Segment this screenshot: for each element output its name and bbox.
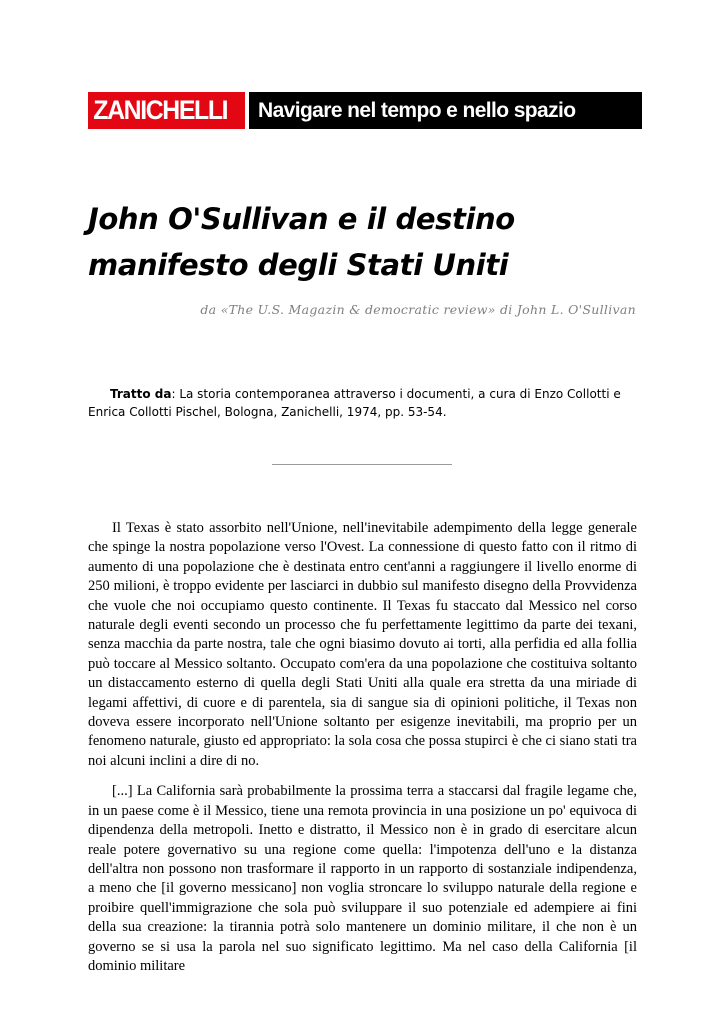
citation (88, 385, 636, 421)
citation-label: Tratto da (110, 387, 172, 401)
paragraph: [...] La California sarà probabilmente la prossima terra a staccarsi dal fragile legame che, in un paese come è il Messico, tiene una remota provincia in una posizione un po' equivoca di dipendenza della metropoli. Inetto e distratto, il Messico non è in grado di esercitare alcun reale potere governativo su una regione come quella: l'impotenza dell'uno e la distanza dell'altra non possono non trasformare il rapporto in un rapporto di sostanziale indipendenza, a meno che [il governo messicano] non voglia stroncare lo sviluppo naturale della regione e proibire quell'immigrazione che sola può sviluppare il suo potenziale ed adempiere ai fini della sua creazione: la tirannia potrà solo mantenere un dominio militare, il che non è un governo se si usa la parola nel suo significato legittimo. Ma nel caso della California [il dominio militare (88, 783, 637, 974)
paragraph: Il Texas è stato assorbito nell'Unione, nell'inevitabile adempimento della legge generale che spinge la nostra popolazione verso l'Ovest. La connessione di questo fatto con il ritmo di aumento di una popolazione che è destinata entro cent'anni a raggiungere il livello enorme di 250 milioni, è troppo evidente per lasciarci in dubbio sul manifesto disegno della Provvidenza che vuole che noi occupiamo questo continente. Il Texas fu staccato dal Messico nel corso naturale degli eventi secondo un processo che fu perfettamente legittimo da parte dei texani, senza macchia da parte nostra, tale che ogni biasimo dovuto ai torti, alla perfidia ed alla follia può toccare al Messico soltanto. Occupato com'era da una popolazione che costituiva soltanto un distaccamento esterno di quella degli Stati Uniti alla quale era stretta da una miriade di legami affettivi, di cuore e di parentela, sia di sangue sia di opinioni politiche, il Texas non doveva essere incorporato nell'Unione soltanto per esigenze inevitabili, ma proprio per un fenomeno naturale, giusto ed appropriato: la sola cosa che possa stupirci è che ci siano stati tra noi alcuni inclini a dire di no. (88, 520, 637, 769)
publisher-logo (88, 92, 245, 129)
document-title: John O'Sullivan e il destino manifesto degli Stati Uniti (88, 202, 515, 282)
publisher-banner (88, 92, 642, 129)
source-line: da «The U.S. Magazin & democratic review» di John L. O'Sullivan (200, 302, 636, 317)
publisher-name: ZANICHELLI (88, 95, 232, 126)
document-body (88, 519, 637, 987)
banner-tagline: Navigare nel tempo e nello spazio (258, 98, 576, 122)
section-divider (272, 464, 452, 465)
citation-text: : La storia contemporanea attraverso i documenti, a cura di Enzo Collotti e Enrica Collotti Pischel, Bologna, Zanichelli, 1974, pp. 53-54. (88, 387, 621, 419)
